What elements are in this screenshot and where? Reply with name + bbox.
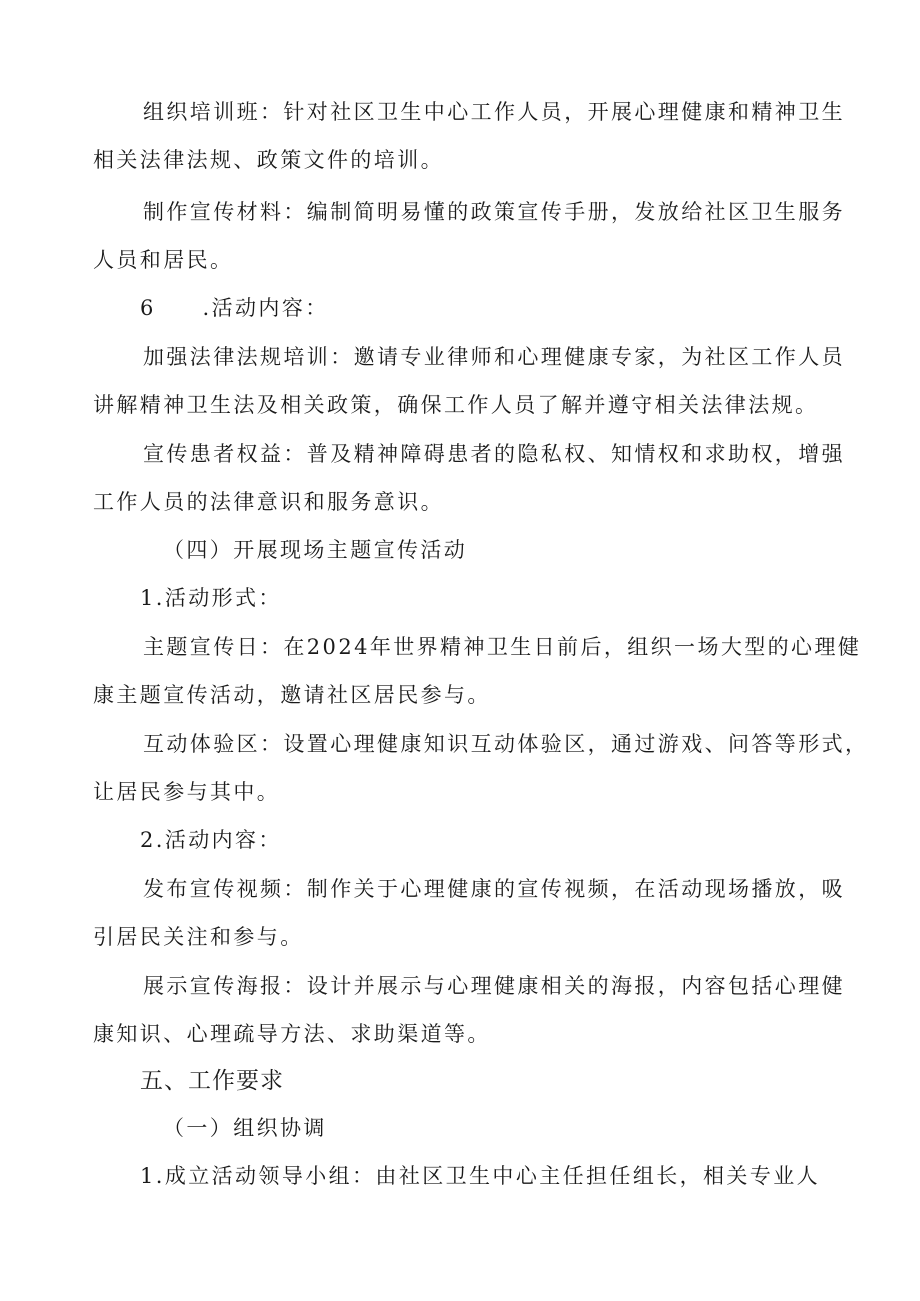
section-subheading: （四）开展现场主题宣传活动 [163,538,468,562]
paragraph-line: 康主题宣传活动，邀请社区居民参与。 [93,683,491,707]
paragraph-line: 康知识、心理疏导方法、求助渠道等。 [93,1022,491,1046]
paragraph-line: 制作宣传材料：编制简明易懂的政策宣传手册，发放给社区卫生服务 [143,200,845,224]
paragraph-line: 发布宣传视频：制作关于心理健康的宣传视频，在活动现场播放，吸 [143,877,845,901]
paragraph-line: 讲解精神卫生法及相关政策，确保工作人员了解并遵守相关法律法规。 [93,393,819,417]
paragraph-line: 主题宣传日：在2024年世界精神卫生日前后，组织一场大型的心理健 [143,635,862,659]
section-heading: 五、工作要求 [140,1068,284,1094]
paragraph-line: 让居民参与其中。 [93,780,281,804]
paragraph-line: 展示宣传海报：设计并展示与心理健康相关的海报，内容包括心理健 [143,974,845,998]
paragraph-line: 组织培训班：针对社区卫生中心工作人员，开展心理健康和精神卫生 [143,100,845,124]
list-heading: 2.活动内容： [140,828,282,852]
paragraph-line: 人员和居民。 [93,248,234,272]
paragraph-line: 引居民关注和参与。 [93,925,304,949]
paragraph-line: 宣传患者权益：普及精神障碍患者的隐私权、知情权和求助权，增强 [143,442,845,466]
paragraph-line: 工作人员的法律意识和服务意识。 [93,490,444,514]
section-subheading: （一）组织协调 [163,1116,327,1140]
paragraph-line: 互动体验区：设置心理健康知识互动体验区，通过游戏、问答等形式， [143,732,869,756]
list-item: 1.成立活动领导小组：由社区卫生中心主任担任组长，相关专业人 [140,1164,821,1188]
list-heading: 1.活动形式： [140,586,282,610]
paragraph-line: 加强法律法规培训：邀请专业律师和心理健康专家，为社区工作人员 [143,345,845,369]
paragraph-line: 相关法律法规、政策文件的培训。 [93,148,444,172]
list-heading: 6 .活动内容： [140,296,329,320]
